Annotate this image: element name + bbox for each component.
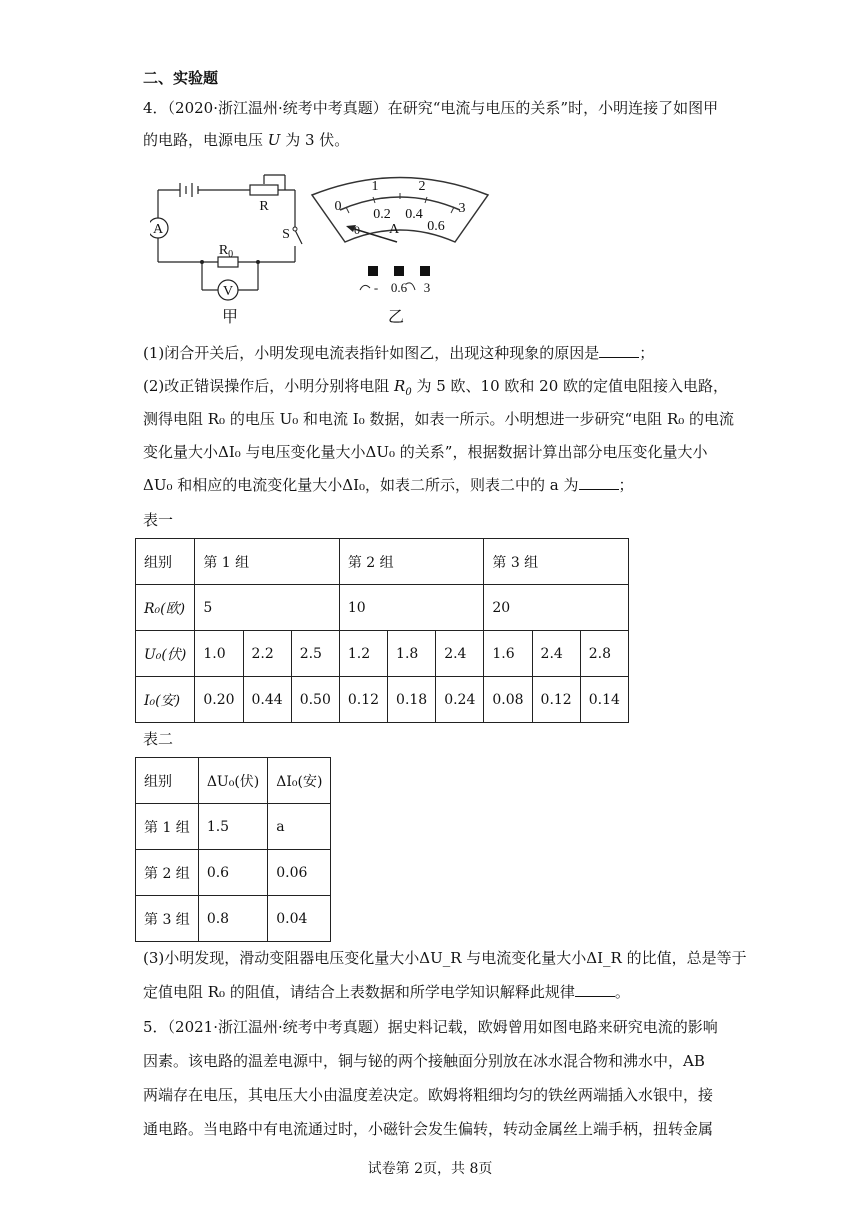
table-cell: 第 3 组: [484, 539, 629, 585]
table-cell: 0.44: [243, 677, 291, 723]
section-heading: 二、实验题: [143, 69, 219, 87]
table-cell: I₀(安): [136, 677, 195, 723]
table-cell: 1.5: [198, 804, 267, 850]
table-2-title: 表二: [143, 730, 174, 748]
meter-zero: 0: [354, 223, 360, 237]
table-cell: 0.24: [436, 677, 484, 723]
circuit-diagram: [150, 175, 302, 300]
q4-line-2: [143, 130, 349, 150]
switch-contact: [293, 227, 297, 231]
table-cell: a: [268, 804, 331, 850]
q4-part-2-line-2: 测得电阻 R₀ 的电压 U₀ 和电流 I₀ 数据，如表一所示。小明想进一步研究“电阻 R₀ 的电流: [143, 410, 735, 428]
q4-part-3-line-2-text: 定值电阻 R₀ 的阻值，请结合上表数据和所学电学知识解释此规律: [143, 983, 575, 1001]
ammeter-dial: [312, 178, 488, 327]
meter-tick-0: 0: [334, 199, 342, 214]
table-cell: 0.08: [484, 677, 532, 723]
q5-line-3: 两端存在电压，其电压大小由温度差决定。欧姆将粗细均匀的铁丝两端插入水银中，接: [143, 1086, 714, 1104]
meter-tick-0-2: 0.2: [373, 207, 391, 222]
table-cell: 2.2: [243, 631, 291, 677]
q4-part-1: [143, 343, 654, 363]
table-cell: 20: [484, 585, 629, 631]
q4-part-2-line-4-text: ΔU₀ 和相应的电流变化量大小ΔI₀，如表二所示，则表二中的 a 为: [143, 476, 579, 494]
q4-part-3-line-2-end: 。: [614, 983, 630, 1001]
table-1-title: 表一: [143, 511, 174, 529]
table-row: [136, 539, 629, 585]
table-row: [136, 804, 331, 850]
q5-line-2: 因素。该电路的温差电源中，铜与铋的两个接触面分别放在冰水混合物和沸水中，AB: [143, 1052, 705, 1070]
terminal-0-6: [394, 266, 404, 276]
table-cell: 0.50: [291, 677, 339, 723]
table-cell: 2.4: [532, 631, 580, 677]
table-row: [136, 631, 629, 677]
table-cell: 1.6: [484, 631, 532, 677]
wire-lead: [360, 285, 370, 290]
answer-blank[interactable]: [575, 982, 615, 997]
q4-line-1: 4．（2020·浙江温州·统考中考真题）在研究“电流与电压的关系”时，小明连接了如图甲: [143, 99, 719, 117]
q4-part-1-end: ；: [639, 344, 655, 362]
terminal-3: [420, 266, 430, 276]
table-cell: 第 2 组: [339, 539, 484, 585]
q4-part-2-var: $R_0$: [394, 377, 412, 398]
terminal-0-6-label: 0.6: [390, 280, 408, 295]
meter-tick-2: 2: [418, 179, 426, 194]
table-cell: 组别: [136, 758, 199, 804]
table-cell: 组别: [136, 539, 195, 585]
wire-lead: [406, 283, 415, 290]
table-cell: ΔI₀(安): [268, 758, 331, 804]
label-R0: $R_0$: [218, 243, 234, 260]
meter-tick-3: 3: [458, 201, 466, 216]
table-row: [136, 896, 331, 942]
table-cell: 0.20: [195, 677, 243, 723]
q4-part-2-line-4-end: ；: [618, 476, 634, 494]
table-cell: 1.0: [195, 631, 243, 677]
table-cell: 10: [339, 585, 484, 631]
table-row: [136, 758, 331, 804]
meter-tick-1: 1: [371, 179, 379, 194]
table-cell: 第 1 组: [136, 804, 199, 850]
circuit-and-ammeter-figure: [150, 170, 500, 330]
table-row: [136, 850, 331, 896]
table-cell: 第 3 组: [136, 896, 199, 942]
q4-part-2-text-a: (2)改正错误操作后，小明分别将电阻: [143, 377, 395, 395]
q4-part-1-text: (1)闭合开关后，小明发现电流表指针如图乙，出现这种现象的原因是: [143, 344, 600, 362]
table-cell: 0.12: [532, 677, 580, 723]
q4-part-3-line-2: [143, 982, 630, 1002]
answer-blank[interactable]: [579, 475, 619, 490]
terminal-3-label: 3: [423, 280, 431, 295]
table-cell: 0.06: [268, 850, 331, 896]
q4-part-2-line-3: 变化量大小ΔI₀ 与电压变化量大小ΔU₀ 的关系”，根据数据计算出部分电压变化量大小: [143, 443, 708, 461]
q5-line-1: 5．（2021·浙江温州·统考中考真题）据史料记载，欧姆曾用如图电路来研究电流的影响: [143, 1018, 718, 1036]
table-cell: 0.6: [198, 850, 267, 896]
label-R: R: [259, 199, 269, 214]
q4-part-3-line-1: (3)小明发现，滑动变阻器电压变化量大小ΔU_R 与电流变化量大小ΔI_R 的比值，总是等于: [143, 949, 747, 967]
q4-line-2-var: U: [267, 131, 281, 149]
label-voltmeter-V: V: [222, 284, 234, 299]
caption-jia: 甲: [221, 309, 239, 326]
terminal-minus-label: -: [373, 280, 379, 295]
caption-yi: 乙: [387, 309, 405, 326]
table-cell: 0.04: [268, 896, 331, 942]
q4-part-2-text-b: 为 5 欧、10 欧和 20 欧的定值电阻接入电路，: [411, 377, 729, 395]
table-cell: 2.4: [436, 631, 484, 677]
label-ammeter-A: A: [152, 222, 164, 237]
table-row: [136, 677, 629, 723]
q4-line-2-text-b: 为 3 伏。: [280, 131, 350, 149]
table-cell: 0.8: [198, 896, 267, 942]
terminal-minus: [368, 266, 378, 276]
answer-blank[interactable]: [599, 343, 639, 358]
meter-tick-0-4: 0.4: [405, 207, 423, 222]
label-S: S: [282, 227, 290, 242]
table-cell: 第 1 组: [195, 539, 340, 585]
table-cell: 2.8: [580, 631, 628, 677]
table-cell: 第 2 组: [136, 850, 199, 896]
q5-line-4: 通电路。当电路中有电流通过时，小磁针会发生偏转，转动金属丝上端手柄，扭转金属: [143, 1120, 714, 1138]
q4-part-2-line-1: [143, 376, 728, 403]
junction-dot: [256, 260, 260, 264]
table-cell: 0.14: [580, 677, 628, 723]
page-footer: 试卷第 2页，共 8页: [367, 1161, 493, 1177]
table-cell: 2.5: [291, 631, 339, 677]
table-cell: R₀(欧): [136, 585, 195, 631]
meter-tick-0-6: 0.6: [427, 219, 445, 234]
table-2: [135, 757, 331, 942]
table-cell: 0.18: [388, 677, 436, 723]
junction-dot: [200, 260, 204, 264]
q4-part-2-line-4: [143, 475, 634, 495]
q4-line-2-text-a: 的电路，电源电压: [143, 131, 268, 149]
table-1: [135, 538, 629, 723]
table-cell: 1.8: [388, 631, 436, 677]
meter-unit-A: A: [388, 222, 400, 237]
table-cell: ΔU₀(伏): [198, 758, 267, 804]
table-cell: 5: [195, 585, 340, 631]
table-row: [136, 585, 629, 631]
table-cell: 0.12: [339, 677, 387, 723]
table-cell: U₀(伏): [136, 631, 195, 677]
table-cell: 1.2: [339, 631, 387, 677]
